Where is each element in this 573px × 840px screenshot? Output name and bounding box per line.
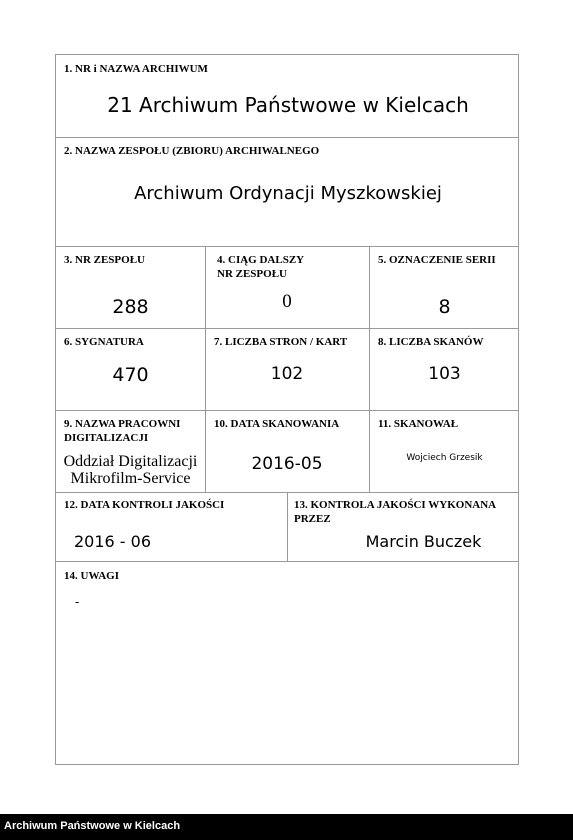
field-9-label: 9. NAZWA PRACOWNI DIGITALIZACJI xyxy=(64,418,181,444)
divider xyxy=(56,410,518,411)
divider xyxy=(56,246,518,247)
field-8-label: 8. LICZBA SKANÓW xyxy=(378,336,484,348)
archive-name-value: 21 Archiwum Państwowe w Kielcach xyxy=(107,93,469,117)
field-2-label: 2. NAZWA ZESPOŁU (ZBIORU) ARCHIWALNEGO xyxy=(64,145,320,157)
quality-check-date-value: 2016 - 06 xyxy=(74,532,152,551)
digitization-lab-value xyxy=(56,453,205,487)
footer-archive-name: Archiwum Państwowe w Kielcach xyxy=(4,820,181,832)
divider xyxy=(56,561,518,562)
field-11-label: 11. SKANOWAŁ xyxy=(378,418,459,430)
continuation-number-value: 0 xyxy=(282,291,292,312)
field-3-label: 3. NR ZESPOŁU xyxy=(64,254,145,266)
field-12-label: 12. DATA KONTROLI JAKOŚCI xyxy=(64,499,225,511)
collection-number-value: 288 xyxy=(112,296,149,318)
scan-count-value: 103 xyxy=(428,364,461,384)
field-14-label: 14. UWAGI xyxy=(64,570,120,582)
digitization-lab-line-1: Oddział Digitalizacji xyxy=(63,453,198,470)
footer-bar xyxy=(0,814,573,840)
digitization-lab-line-2: Mikrofilm-Service xyxy=(70,470,191,487)
field-1-label: 1. NR i NAZWA ARCHIWUM xyxy=(64,63,208,75)
metadata-card xyxy=(55,54,519,765)
field-6-label: 6. SYGNATURA xyxy=(64,336,144,348)
collection-name-value: Archiwum Ordynacji Myszkowskiej xyxy=(134,183,442,204)
page-count-value: 102 xyxy=(270,364,304,384)
remarks-value: - xyxy=(75,595,80,609)
divider xyxy=(56,137,518,138)
signature-value: 470 xyxy=(112,364,149,386)
field-13-label: 13. KONTROLA JAKOŚCI WYKONANA PRZEZ xyxy=(294,499,497,525)
divider xyxy=(56,328,518,329)
series-designation-value: 8 xyxy=(438,296,451,318)
scan-date-value: 2016-05 xyxy=(251,454,323,474)
field-10-label: 10. DATA SKANOWANIA xyxy=(214,418,340,430)
scanned-by-value: Wojciech Grzesik xyxy=(406,453,483,463)
quality-check-by-value: Marcin Buczek xyxy=(365,532,482,551)
field-7-label: 7. LICZBA STRON / KART xyxy=(214,336,348,348)
field-4-label: 4. CIĄG DALSZY NR ZESPOŁU xyxy=(217,254,305,280)
field-5-label: 5. OZNACZENIE SERII xyxy=(378,254,496,266)
